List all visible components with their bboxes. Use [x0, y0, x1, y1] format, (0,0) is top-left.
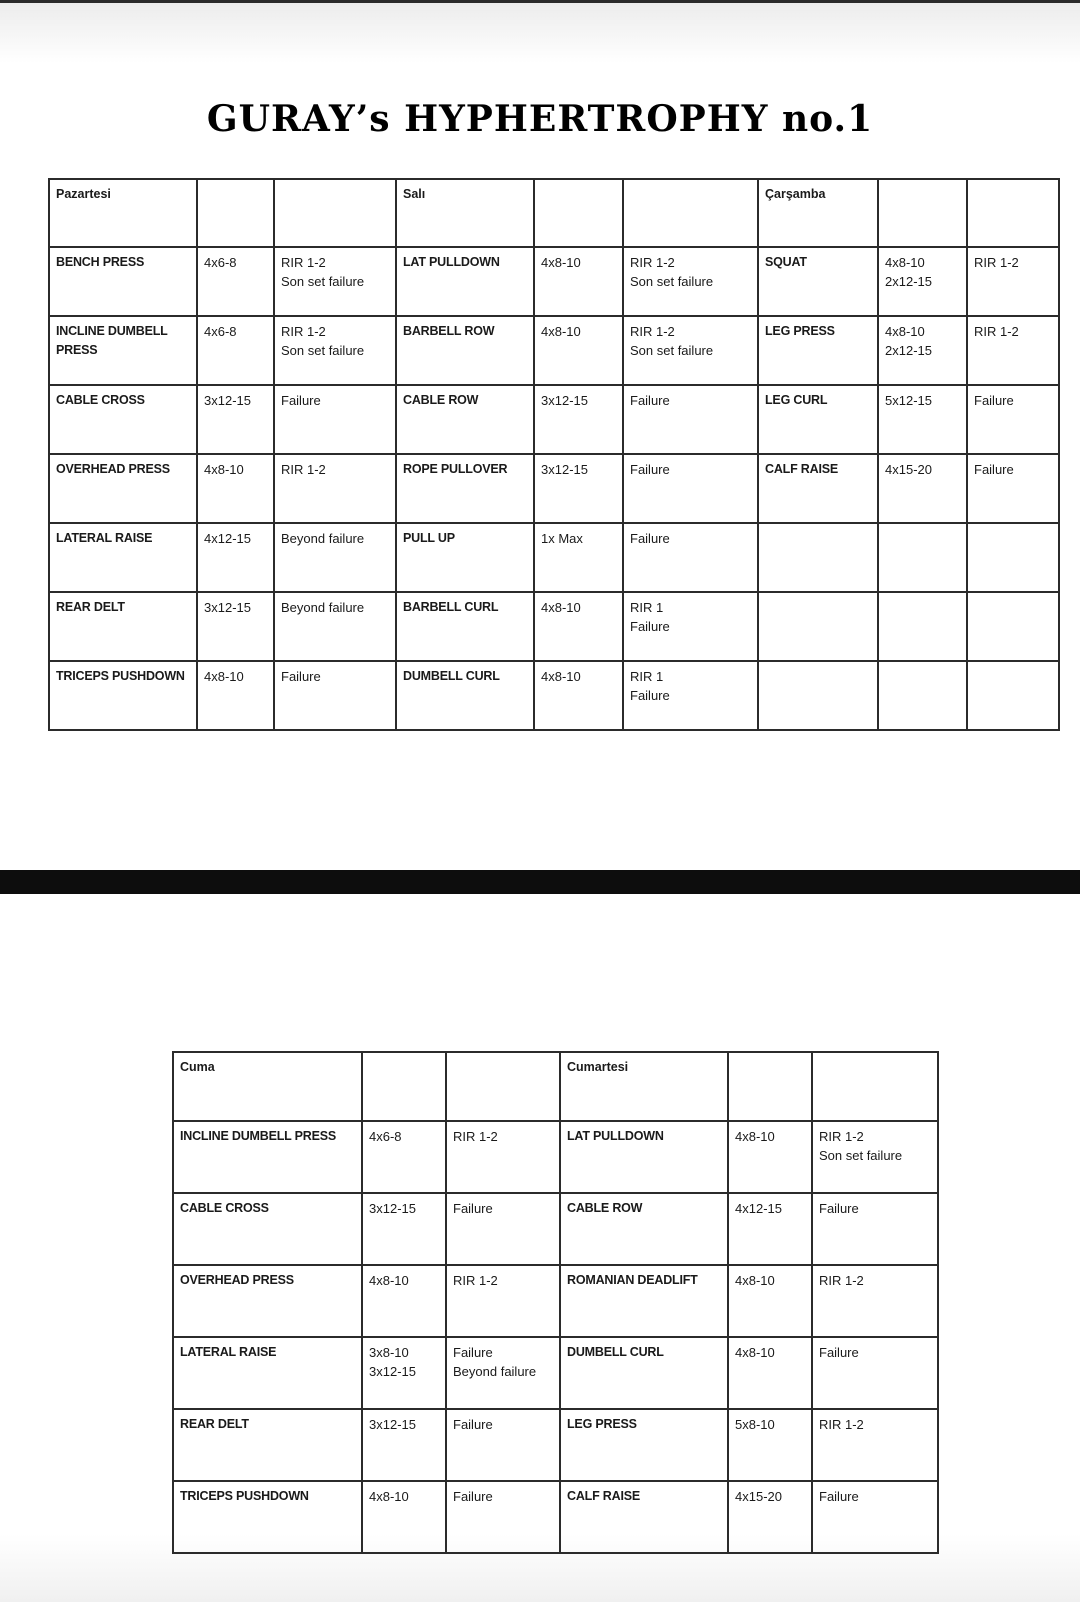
exercise-cell: ROPE PULLOVER — [396, 454, 534, 523]
table-row — [173, 1193, 938, 1265]
exercise-cell: CABLE ROW — [396, 385, 534, 454]
sets-reps-cell: 4x8-10 — [534, 316, 623, 385]
exercise-cell: CABLE CROSS — [173, 1193, 362, 1265]
table-row — [49, 454, 1059, 523]
intensity-note-cell: Failure — [623, 385, 758, 454]
sets-reps-cell: 4x8-10 — [362, 1481, 446, 1553]
empty-header-cell — [362, 1052, 446, 1121]
empty-header-cell — [446, 1052, 560, 1121]
sets-reps-cell — [878, 592, 967, 661]
schedule-table-week-part-1 — [48, 178, 1060, 731]
table-row — [173, 1481, 938, 1553]
schedule-table-week-part-2 — [172, 1051, 939, 1554]
intensity-note-cell: RIR 1-2 — [812, 1265, 938, 1337]
document-title: GURAY’s HYPHERTROPHY no.1 — [206, 98, 874, 140]
sets-reps-cell: 5x8-10 — [728, 1409, 812, 1481]
exercise-cell: OVERHEAD PRESS — [173, 1265, 362, 1337]
day-name-cell: Salı — [396, 179, 534, 247]
sets-reps-cell: 4x15-20 — [728, 1481, 812, 1553]
intensity-note-cell: Failure — [623, 523, 758, 592]
sets-reps-cell: 3x8-10 3x12-15 — [362, 1337, 446, 1409]
intensity-note-cell: Failure — [274, 661, 396, 730]
exercise-cell: LEG CURL — [758, 385, 878, 454]
empty-header-cell — [812, 1052, 938, 1121]
intensity-note-cell: RIR 1 Failure — [623, 592, 758, 661]
sets-reps-cell — [878, 661, 967, 730]
day-name-cell: Cuma — [173, 1052, 362, 1121]
day-name-cell: Cumartesi — [560, 1052, 728, 1121]
sets-reps-cell: 3x12-15 — [362, 1409, 446, 1481]
sets-reps-cell: 4x8-10 — [534, 247, 623, 316]
sets-reps-cell: 3x12-15 — [197, 592, 274, 661]
exercise-cell: REAR DELT — [49, 592, 197, 661]
table-row — [49, 661, 1059, 730]
table-row — [49, 592, 1059, 661]
exercise-cell: TRICEPS PUSHDOWN — [173, 1481, 362, 1553]
sets-reps-cell: 4x8-10 — [728, 1121, 812, 1193]
table-row — [49, 316, 1059, 385]
intensity-note-cell: Failure — [446, 1193, 560, 1265]
exercise-cell: PULL UP — [396, 523, 534, 592]
intensity-note-cell: RIR 1-2 — [812, 1409, 938, 1481]
empty-header-cell — [197, 179, 274, 247]
intensity-note-cell: RIR 1-2 Son set failure — [623, 316, 758, 385]
sets-reps-cell: 5x12-15 — [878, 385, 967, 454]
intensity-note-cell: RIR 1-2 Son set failure — [623, 247, 758, 316]
day-header-row — [173, 1052, 938, 1121]
intensity-note-cell: Beyond failure — [274, 592, 396, 661]
sets-reps-cell: 4x8-10 — [534, 661, 623, 730]
sets-reps-cell: 4x8-10 — [728, 1337, 812, 1409]
exercise-cell: LEG PRESS — [560, 1409, 728, 1481]
intensity-note-cell: Failure — [967, 385, 1059, 454]
sets-reps-cell: 4x8-10 2x12-15 — [878, 247, 967, 316]
sets-reps-cell: 1x Max — [534, 523, 623, 592]
sets-reps-cell: 3x12-15 — [197, 385, 274, 454]
intensity-note-cell: Failure — [446, 1409, 560, 1481]
day-name-cell: Çarşamba — [758, 179, 878, 247]
sets-reps-cell: 4x8-10 2x12-15 — [878, 316, 967, 385]
sets-reps-cell — [878, 523, 967, 592]
empty-header-cell — [623, 179, 758, 247]
intensity-note-cell: RIR 1-2 — [274, 454, 396, 523]
table-row — [173, 1265, 938, 1337]
exercise-cell: DUMBELL CURL — [396, 661, 534, 730]
exercise-cell: REAR DELT — [173, 1409, 362, 1481]
intensity-note-cell: RIR 1-2 Son set failure — [274, 316, 396, 385]
sets-reps-cell: 3x12-15 — [362, 1193, 446, 1265]
exercise-cell: ROMANIAN DEADLIFT — [560, 1265, 728, 1337]
intensity-note-cell: Failure — [446, 1481, 560, 1553]
exercise-cell: LAT PULLDOWN — [560, 1121, 728, 1193]
intensity-note-cell — [967, 592, 1059, 661]
intensity-note-cell: Failure — [967, 454, 1059, 523]
exercise-cell: OVERHEAD PRESS — [49, 454, 197, 523]
exercise-cell: INCLINE DUMBELL PRESS — [173, 1121, 362, 1193]
sets-reps-cell: 4x12-15 — [728, 1193, 812, 1265]
intensity-note-cell: Failure — [812, 1481, 938, 1553]
exercise-cell — [758, 592, 878, 661]
table-row — [173, 1337, 938, 1409]
sets-reps-cell: 4x6-8 — [362, 1121, 446, 1193]
empty-header-cell — [534, 179, 623, 247]
intensity-note-cell: RIR 1-2 Son set failure — [274, 247, 396, 316]
exercise-cell: TRICEPS PUSHDOWN — [49, 661, 197, 730]
sets-reps-cell: 4x8-10 — [362, 1265, 446, 1337]
intensity-note-cell: RIR 1-2 — [967, 316, 1059, 385]
sets-reps-cell: 4x12-15 — [197, 523, 274, 592]
sets-reps-cell: 4x15-20 — [878, 454, 967, 523]
page-divider — [0, 870, 1080, 894]
exercise-cell: DUMBELL CURL — [560, 1337, 728, 1409]
exercise-cell: INCLINE DUMBELL PRESS — [49, 316, 197, 385]
intensity-note-cell — [967, 661, 1059, 730]
empty-header-cell — [878, 179, 967, 247]
intensity-note-cell — [967, 523, 1059, 592]
exercise-cell: LAT PULLDOWN — [396, 247, 534, 316]
table-row — [173, 1121, 938, 1193]
intensity-note-cell: Failure — [274, 385, 396, 454]
table-row — [49, 247, 1059, 316]
intensity-note-cell: Failure — [812, 1337, 938, 1409]
sets-reps-cell: 3x12-15 — [534, 454, 623, 523]
sets-reps-cell: 4x8-10 — [197, 661, 274, 730]
exercise-cell: CALF RAISE — [560, 1481, 728, 1553]
sets-reps-cell: 4x8-10 — [728, 1265, 812, 1337]
intensity-note-cell: Failure — [812, 1193, 938, 1265]
intensity-note-cell: Failure Beyond failure — [446, 1337, 560, 1409]
sets-reps-cell: 4x8-10 — [197, 454, 274, 523]
exercise-cell: LATERAL RAISE — [49, 523, 197, 592]
table-row — [49, 523, 1059, 592]
exercise-cell — [758, 661, 878, 730]
empty-header-cell — [728, 1052, 812, 1121]
exercise-cell: BARBELL CURL — [396, 592, 534, 661]
day-header-row — [49, 179, 1059, 247]
exercise-cell: CABLE CROSS — [49, 385, 197, 454]
intensity-note-cell: RIR 1 Failure — [623, 661, 758, 730]
day-name-cell: Pazartesi — [49, 179, 197, 247]
table-row — [49, 385, 1059, 454]
sets-reps-cell: 4x6-8 — [197, 316, 274, 385]
exercise-cell: LEG PRESS — [758, 316, 878, 385]
exercise-cell: SQUAT — [758, 247, 878, 316]
exercise-cell: BARBELL ROW — [396, 316, 534, 385]
empty-header-cell — [967, 179, 1059, 247]
exercise-cell: BENCH PRESS — [49, 247, 197, 316]
intensity-note-cell: RIR 1-2 — [446, 1121, 560, 1193]
empty-header-cell — [274, 179, 396, 247]
sets-reps-cell: 3x12-15 — [534, 385, 623, 454]
exercise-cell: LATERAL RAISE — [173, 1337, 362, 1409]
intensity-note-cell: RIR 1-2 — [967, 247, 1059, 316]
sets-reps-cell: 4x6-8 — [197, 247, 274, 316]
exercise-cell: CALF RAISE — [758, 454, 878, 523]
sets-reps-cell: 4x8-10 — [534, 592, 623, 661]
table-row — [173, 1409, 938, 1481]
intensity-note-cell: Failure — [623, 454, 758, 523]
exercise-cell — [758, 523, 878, 592]
intensity-note-cell: RIR 1-2 Son set failure — [812, 1121, 938, 1193]
intensity-note-cell: Beyond failure — [274, 523, 396, 592]
intensity-note-cell: RIR 1-2 — [446, 1265, 560, 1337]
exercise-cell: CABLE ROW — [560, 1193, 728, 1265]
